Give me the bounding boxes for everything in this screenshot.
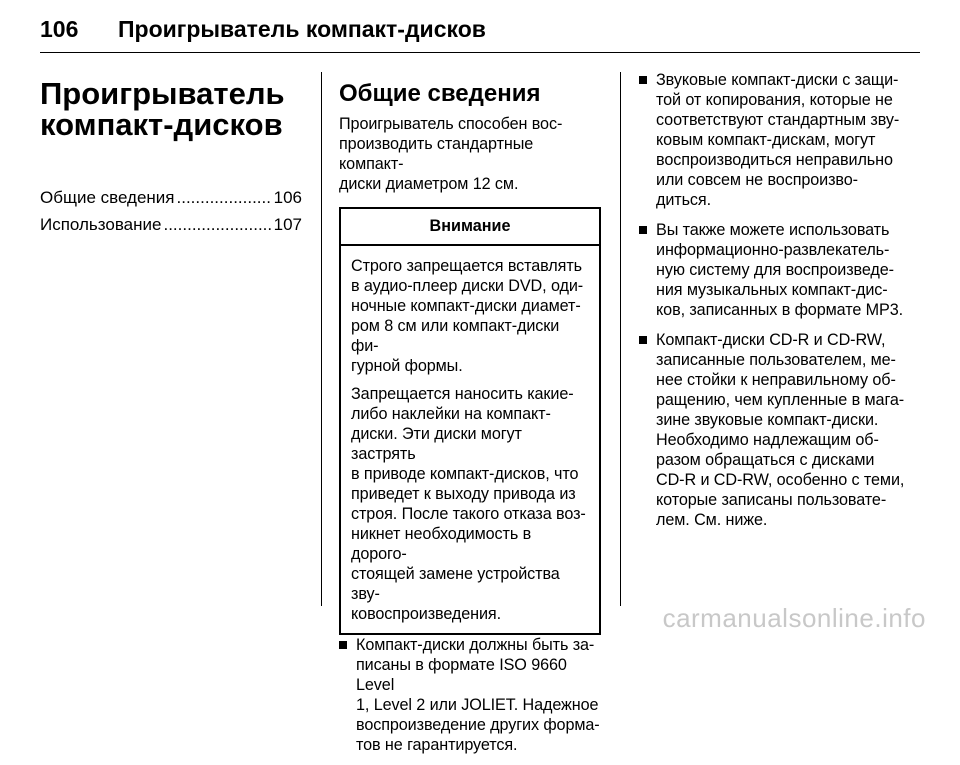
text-line: соответствуют стандартным зву- (656, 111, 900, 129)
bullet-list (639, 70, 909, 530)
text-line: Компакт-диски CD-R и CD-RW, (656, 331, 886, 349)
text-line: Запрещается наносить какие- (351, 385, 574, 403)
text-line: стоящей замене устройства зву- (351, 565, 560, 603)
text-line: воспроизведение других форма- (356, 716, 600, 734)
text-line: нее стойки к неправильному об- (656, 371, 896, 389)
text-line: Проигрыватель способен вос- (339, 115, 563, 133)
column-divider (321, 72, 322, 606)
text-line: в аудио-плеер диски DVD, оди- (351, 277, 584, 295)
text-line: Строго запрещается вставлять (351, 257, 582, 275)
text-line: Звуковые компакт-диски с защи- (656, 71, 899, 89)
text-line: которые записаны пользовате- (656, 491, 887, 509)
toc-entry-page: 107 (273, 215, 302, 234)
column-general (339, 70, 601, 765)
warning-body (341, 246, 599, 633)
text-line: той от копирования, которые не (656, 91, 893, 109)
text-line: ковоспроизведения. (351, 605, 501, 623)
toc-entry[interactable] (40, 211, 302, 238)
text-line: ков, записанных в формате MP3. (656, 301, 904, 319)
list-item (639, 220, 909, 320)
text-line: диски. Эти диски могут застрять (351, 425, 522, 463)
toc-entry-page: 106 (273, 188, 302, 207)
table-of-contents (40, 184, 302, 238)
text-line: Вы также можете использовать (656, 221, 890, 239)
toc-leader-dots (163, 211, 271, 238)
list-item (339, 635, 601, 755)
text-line: гурной формы. (351, 357, 463, 375)
square-bullet-icon (339, 641, 347, 649)
intro-paragraph (339, 114, 601, 194)
warning-title: Внимание (341, 209, 599, 246)
warning-paragraph (351, 256, 589, 376)
text-line: записанные пользователем, ме- (656, 351, 896, 369)
text-line: ром 8 см или компакт-диски фи- (351, 317, 560, 355)
list-item (639, 330, 909, 530)
section-title-line: компакт-дисков (40, 107, 283, 142)
text-line: 1, Level 2 или JOLIET. Надежное (356, 696, 599, 714)
subsection-title: Общие сведения (339, 80, 541, 107)
text-line: разом обращаться с дисками (656, 451, 875, 469)
text-line: зине звуковые компакт-диски. (656, 411, 879, 429)
toc-entry-label: Общие сведения (40, 188, 175, 207)
text-line: строя. После такого отказа воз- (351, 505, 586, 523)
page-header (40, 6, 920, 53)
text-line: приведет к выходу привода из (351, 485, 576, 503)
text-line: писаны в формате ISO 9660 Level (356, 656, 567, 694)
square-bullet-icon (639, 336, 647, 344)
section-title-line: Проигрыватель (40, 76, 285, 111)
text-line: ния музыкальных компакт-дис- (656, 281, 888, 299)
text-line: никнет необходимость в дорого- (351, 525, 532, 563)
text-line: диски диаметром 12 см. (339, 175, 519, 193)
warning-box (339, 207, 601, 635)
text-line: тов не гарантируется. (356, 736, 518, 754)
column-notes (639, 70, 909, 540)
text-line: производить стандартные компакт- (339, 135, 534, 173)
text-line: в приводе компакт-дисков, что (351, 465, 579, 483)
text-line: ночные компакт-диски диамет- (351, 297, 581, 315)
warning-paragraph (351, 384, 589, 624)
toc-leader-dots (177, 184, 272, 211)
text-line: или совсем не воспроизво- (656, 171, 858, 189)
text-line: либо наклейки на компакт- (351, 405, 551, 423)
square-bullet-icon (639, 76, 647, 84)
column-divider (620, 72, 621, 606)
section-title (40, 70, 302, 140)
header-title: Проигрыватель компакт-дисков (118, 16, 486, 42)
toc-entry[interactable] (40, 184, 302, 211)
text-line: информационно-развлекатель- (656, 241, 890, 259)
text-line: CD-R и CD-RW, особенно с теми, (656, 471, 905, 489)
text-line: ковым компакт-дискам, могут (656, 131, 876, 149)
text-line: диться. (656, 191, 711, 209)
page-number: 106 (40, 16, 79, 42)
text-line: ную систему для воспроизведе- (656, 261, 894, 279)
square-bullet-icon (639, 226, 647, 234)
column-toc (40, 70, 302, 238)
bullet-list (339, 635, 601, 755)
toc-entry-label: Использование (40, 215, 162, 234)
text-line: лем. См. ниже. (656, 511, 768, 529)
text-line: ращению, чем купленные в мага- (656, 391, 905, 409)
text-line: Необходимо надлежащим об- (656, 431, 879, 449)
watermark: carmanualsonline.info (662, 603, 926, 633)
list-item (639, 70, 909, 210)
text-line: воспроизводиться неправильно (656, 151, 893, 169)
text-line: Компакт-диски должны быть за- (356, 636, 595, 654)
